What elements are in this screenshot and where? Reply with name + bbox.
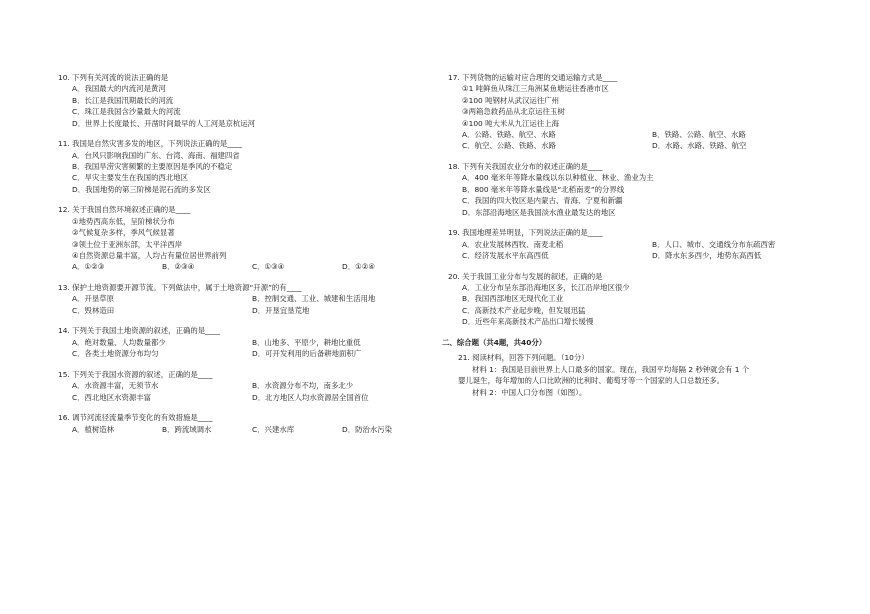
question-12 [58, 204, 418, 272]
option-a: A．绝对数量、人均数量都少 [72, 337, 166, 347]
option-a: A．①②③ [72, 262, 105, 272]
statement-item: ②100 吨钢材从武汉运往广州 [462, 95, 559, 105]
right-column [442, 72, 818, 407]
option-d: D．水路、水路、铁路、航空 [652, 141, 747, 151]
question-19 [448, 227, 818, 261]
question-18 [448, 161, 818, 218]
question-21 [448, 352, 818, 398]
question-20 [448, 271, 818, 328]
options-grid [448, 239, 818, 262]
option-b: B．长江是我国汛期最长的河流 [72, 95, 174, 105]
option-b: B．②③④ [162, 262, 195, 272]
option-d: D．近些年来高新技术产品出口增长缓慢 [462, 317, 594, 327]
option-d: D．降水东多西少，地势东高西低 [652, 251, 762, 261]
option-a: A．开垦草原 [72, 294, 115, 304]
question-stem: 21. 阅读材料，回答下列问题。（10分） [458, 353, 589, 363]
option-c: C．毁林造田 [72, 305, 115, 315]
question-stem: 16. 调节河流径流量季节变化的有效措施是____ [58, 413, 213, 423]
option-c: C．经济发展水平东高西低 [462, 251, 549, 261]
question-13 [58, 282, 418, 316]
option-d: D．①②④ [342, 262, 375, 272]
question-16 [58, 412, 418, 435]
option-d: D．世界上长度最长、开凿时间最早的人工河是京杭运河 [72, 118, 256, 128]
option-b: B．人口、城市、交通线分布东疏西密 [652, 239, 776, 249]
material-1-line-1: 材料 1：我国是目前世界上人口最多的国家。现在，我国平均每隔 2 秒钟就会有 1 个 [472, 364, 750, 374]
option-c: C．①③④ [252, 262, 285, 272]
options-row [58, 424, 418, 435]
question-stem: 15. 下列关于我国水资源的叙述，正确的是____ [58, 369, 213, 379]
option-b: B．控制交通、工业、城建和生活用地 [252, 294, 376, 304]
option-b: B．铁路、公路、航空、水路 [652, 130, 746, 140]
question-15 [58, 369, 418, 403]
option-c: C．旱灾主要发生在我国的西北地区 [72, 173, 189, 183]
question-10 [58, 72, 418, 129]
statement-item: ①地势西高东低，呈阶梯状分布 [72, 216, 175, 226]
statement-item: ③领土位于亚洲东部，太平洋西岸 [72, 239, 183, 249]
statement-item: ④100 吨大米从九江运往上海 [462, 118, 559, 128]
question-stem: 11. 我国是自然灾害多发的地区，下列说法正确的是____ [58, 139, 243, 149]
option-d: D．北方地区人均水资源居全国首位 [252, 392, 369, 402]
option-a: A．台风只影响我国的广东、台湾、海南、福建四省 [72, 150, 240, 160]
option-b: B．我国旱涝灾害频繁的主要原因是季风的不稳定 [72, 162, 233, 172]
option-a: A．400 毫米年等降水量线以东以种植业、林业、渔业为主 [462, 173, 654, 183]
option-a: A．农业发展林西牧、南麦北稻 [462, 239, 564, 249]
statement-item: ②气候复杂多样，季风气候显著 [72, 228, 175, 238]
option-b: B．跨流域调水 [162, 424, 212, 434]
option-b: B．我国西部地区无现代化工业 [462, 294, 564, 304]
option-b: B．山地多、平原少，耕地比重低 [252, 337, 361, 347]
option-c: C．航空、公路、铁路、水路 [462, 141, 556, 151]
question-17 [448, 72, 818, 152]
question-11 [58, 138, 418, 195]
question-stem: 20. 关于我国工业分布与发展的叙述，正确的是 [448, 271, 603, 281]
option-a: A．水资源丰富，无须节水 [72, 381, 159, 391]
option-d: D．东部沿海地区是我国淡水渔业最发达的地区 [462, 207, 616, 217]
option-d: D．防治水污染 [342, 424, 393, 434]
option-c: C．兴建水库 [252, 424, 295, 434]
material-2: 材料 2：中国人口分布图（如图）。 [472, 387, 587, 397]
section-title: 二、综合题（共4题，共40分） [442, 337, 547, 347]
option-d: D．我国地势的第三阶梯是泥石流的多发区 [72, 184, 211, 194]
material-1-line-2: 婴儿诞生，每年增加的人口比欧洲的比利时、葡萄牙等一个国家的人口总数还多。 [458, 376, 725, 386]
option-d: D．开垦宜垦荒地 [252, 305, 310, 315]
options-row [58, 261, 418, 272]
option-a: A．我国最大的内流河是黄河 [72, 84, 166, 94]
option-a: A．公路、铁路、航空、水路 [462, 130, 556, 140]
question-stem: 12. 关于我国自然环境叙述正确的是____ [58, 205, 191, 215]
question-stem: 19. 我国地理差异明显，下列说法正确的是____ [448, 228, 603, 238]
option-c: C．西北地区水资源丰富 [72, 392, 152, 402]
question-stem: 13. 保护土地资源要开源节流。下列做法中，属于土地资源“开源”的有____ [58, 283, 302, 293]
option-c: C．高新技术产业起步晚，但发展迅猛 [462, 305, 586, 315]
option-a: A．植树造林 [72, 424, 115, 434]
option-c: C．各类土地资源分布均匀 [72, 349, 159, 359]
question-stem: 14. 下列关于我国土地资源的叙述，正确的是____ [58, 326, 220, 336]
option-d: D．可开发利用的后备耕地面积广 [252, 349, 362, 359]
options-grid [58, 380, 418, 403]
question-stem: 17. 下列货物的运输对应合理的交通运输方式是____ [448, 73, 618, 82]
options-grid [58, 337, 418, 360]
statement-item: ④自然资源总量丰富，人均占有量位居世界前列 [72, 251, 227, 261]
options-grid [448, 129, 818, 152]
option-b: B．800 毫米年等降水量线是“北稻南麦”的分界线 [462, 184, 625, 194]
question-stem: 18. 下列有关我国农业分布的叙述正确的是____ [448, 162, 603, 172]
option-a: A．工业分布呈东部沿海地区多，长江沿岸地区很少 [462, 283, 630, 293]
options-grid [58, 293, 418, 316]
option-b: B．水资源分布不均，南多北少 [252, 381, 354, 391]
question-14 [58, 325, 418, 359]
statement-item: ③两箱急救药品从北京运往玉树 [462, 107, 565, 117]
option-c: C．珠江是我国含沙量最大的河流 [72, 107, 181, 117]
option-c: C．我国的四大牧区是内蒙古、青海、宁夏和新疆 [462, 196, 623, 206]
left-column [58, 72, 418, 444]
statement-item: ①1 吨鲜鱼从珠江三角洲某鱼塘运往香港市区 [462, 84, 609, 94]
question-stem: 10. 下列有关河流的说法正确的是 [58, 73, 169, 82]
